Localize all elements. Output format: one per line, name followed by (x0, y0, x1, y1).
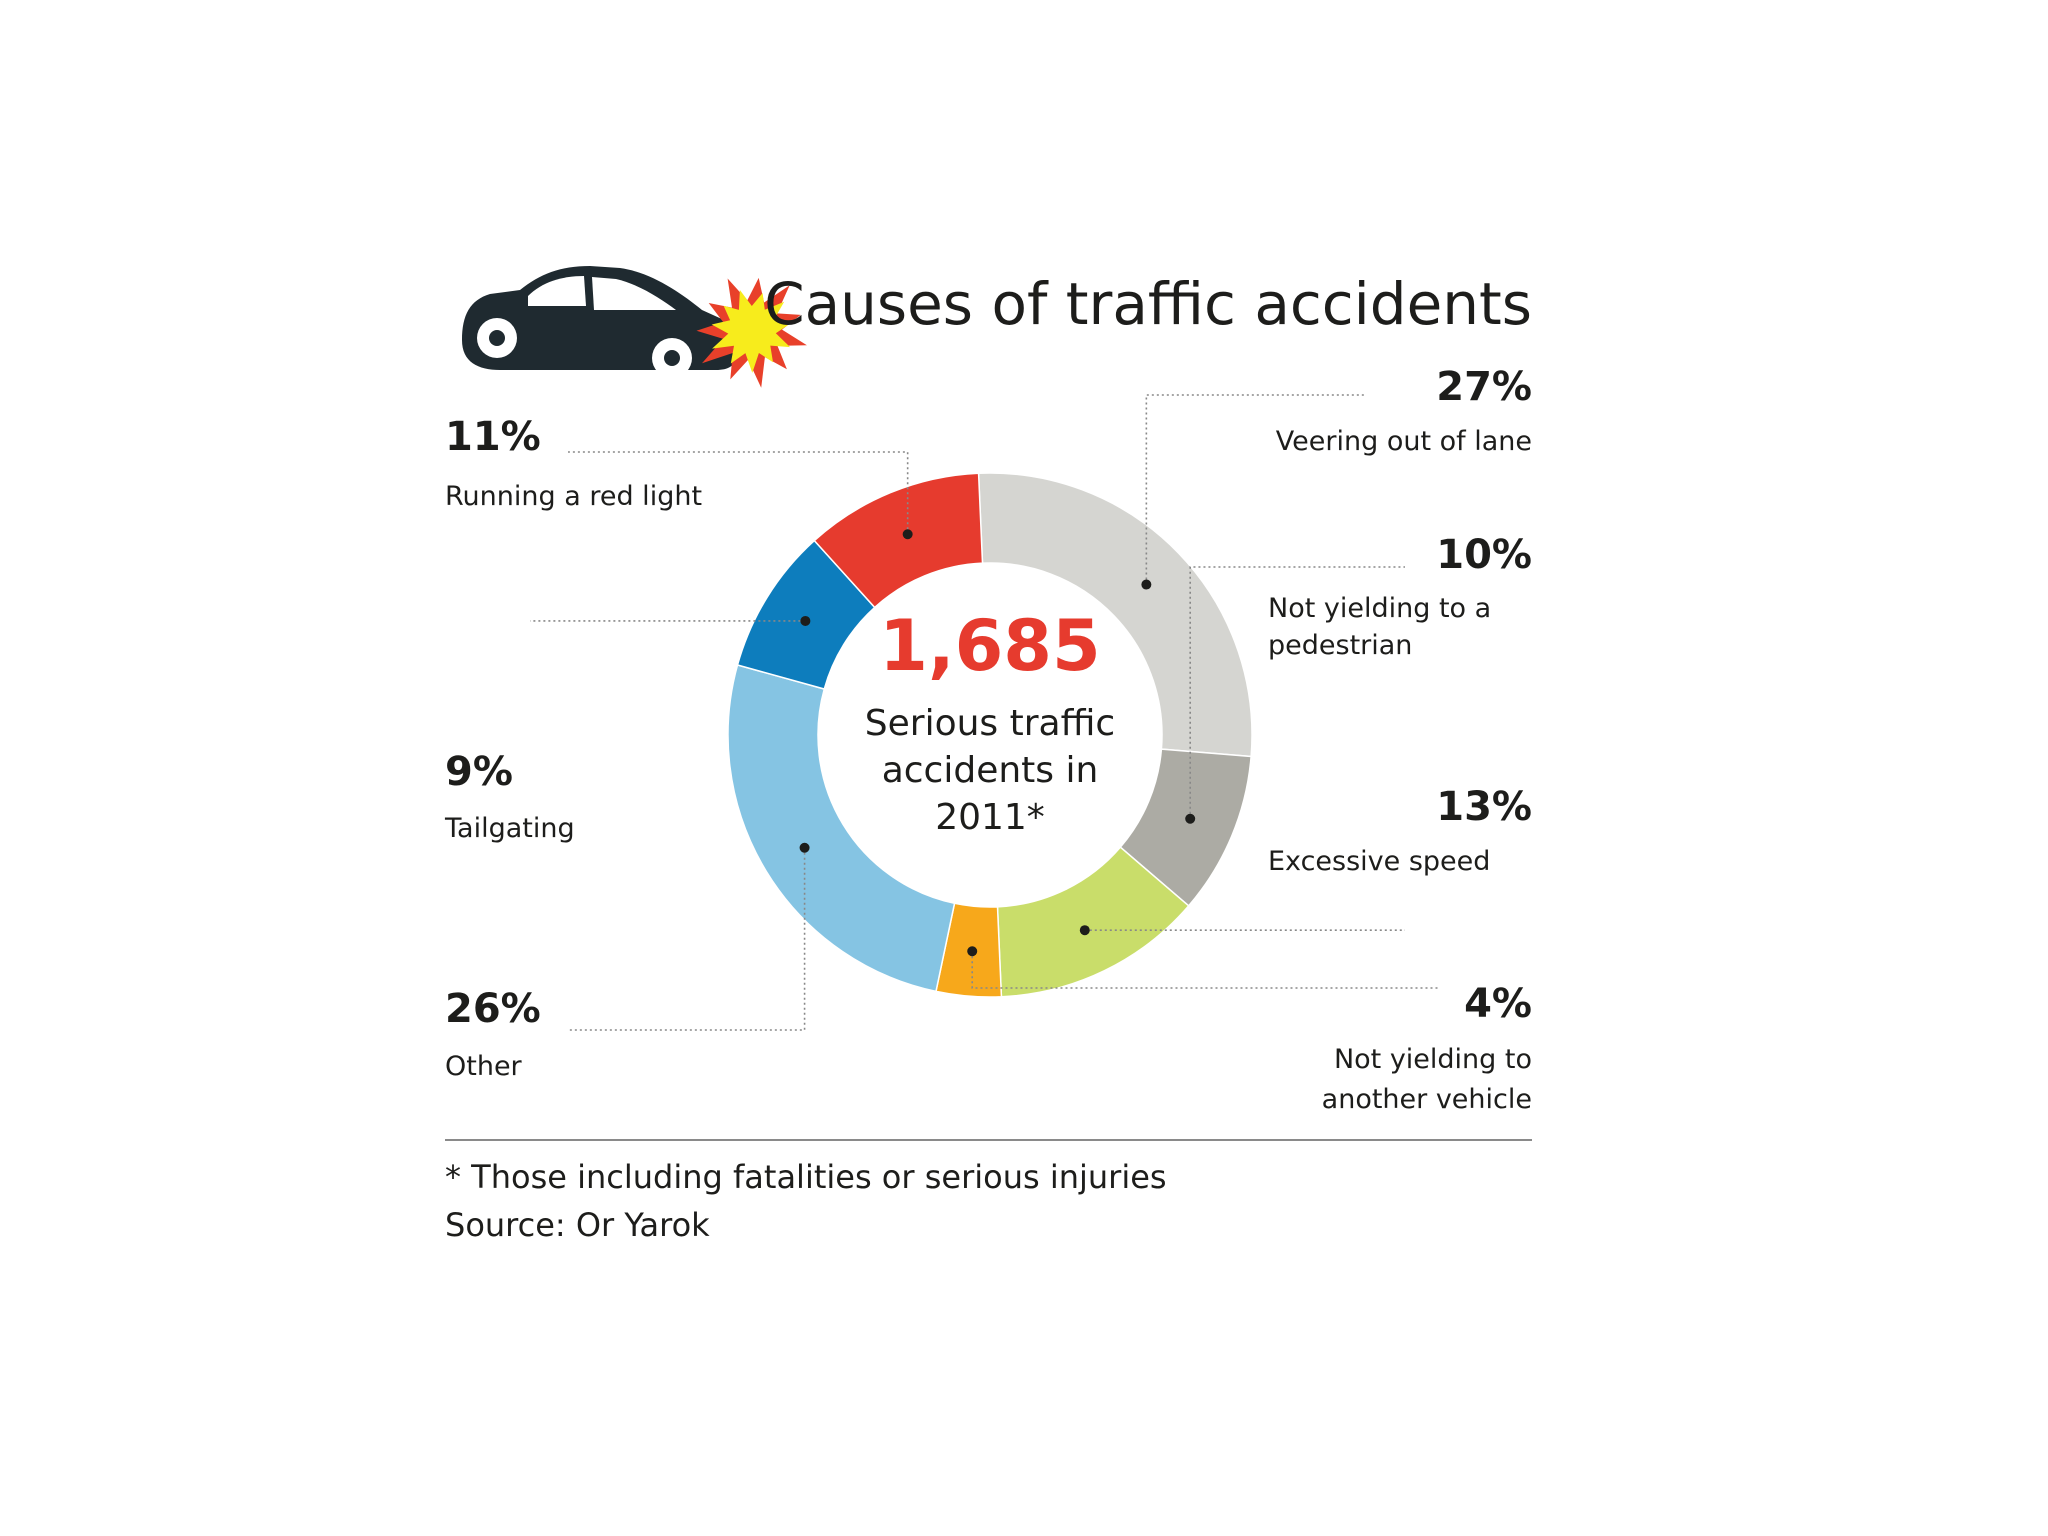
center-caption-line-3: 2011* (935, 797, 1045, 838)
leader-dot-5 (800, 616, 810, 626)
leader-dot-4 (800, 843, 810, 853)
center-caption-line-1: Serious traffic (864, 703, 1116, 744)
car-crash-illustration (462, 266, 807, 388)
car-icon (462, 266, 738, 378)
slice-label-0-line-0: Veering out of lane (1275, 426, 1532, 457)
slice-percent-2: 13% (1436, 784, 1532, 830)
footnote: * Those including fatalities or serious injuries (445, 1158, 1167, 1196)
center-summary (865, 605, 1115, 838)
slice-percent-3: 4% (1464, 981, 1532, 1027)
center-caption-line-2: accidents in (881, 750, 1099, 791)
slice-label-6-line-0: Running a red light (445, 481, 703, 512)
slice-percent-0: 27% (1436, 364, 1532, 410)
slice-label-3-line-0: Not yielding to (1333, 1044, 1532, 1075)
slice-label-3-line-1: another vehicle (1321, 1084, 1532, 1115)
slice-label-1-line-0: Not yielding to a (1268, 593, 1492, 624)
slice-label-4-line-0: Other (445, 1051, 522, 1082)
slice-label-2-line-0: Excessive speed (1268, 846, 1491, 877)
slice-label-5-line-0: Tailgating (445, 813, 575, 844)
slice-percent-6: 11% (445, 414, 541, 460)
source-note: Source: Or Yarok (445, 1206, 710, 1244)
slice-percent-1: 10% (1436, 532, 1532, 578)
leader-dot-2 (1080, 925, 1090, 935)
slice-percent-4: 26% (445, 986, 541, 1032)
leader-dot-6 (903, 529, 913, 539)
chart-title: Causes of traffic accidents (764, 270, 1532, 338)
slice-percent-5: 9% (445, 749, 513, 795)
leader-dot-1 (1185, 814, 1195, 824)
leader-dot-0 (1141, 580, 1151, 590)
slice-label-1-line-1: pedestrian (1268, 630, 1413, 661)
leader-dot-3 (967, 946, 977, 956)
center-value: 1,685 (879, 605, 1101, 687)
